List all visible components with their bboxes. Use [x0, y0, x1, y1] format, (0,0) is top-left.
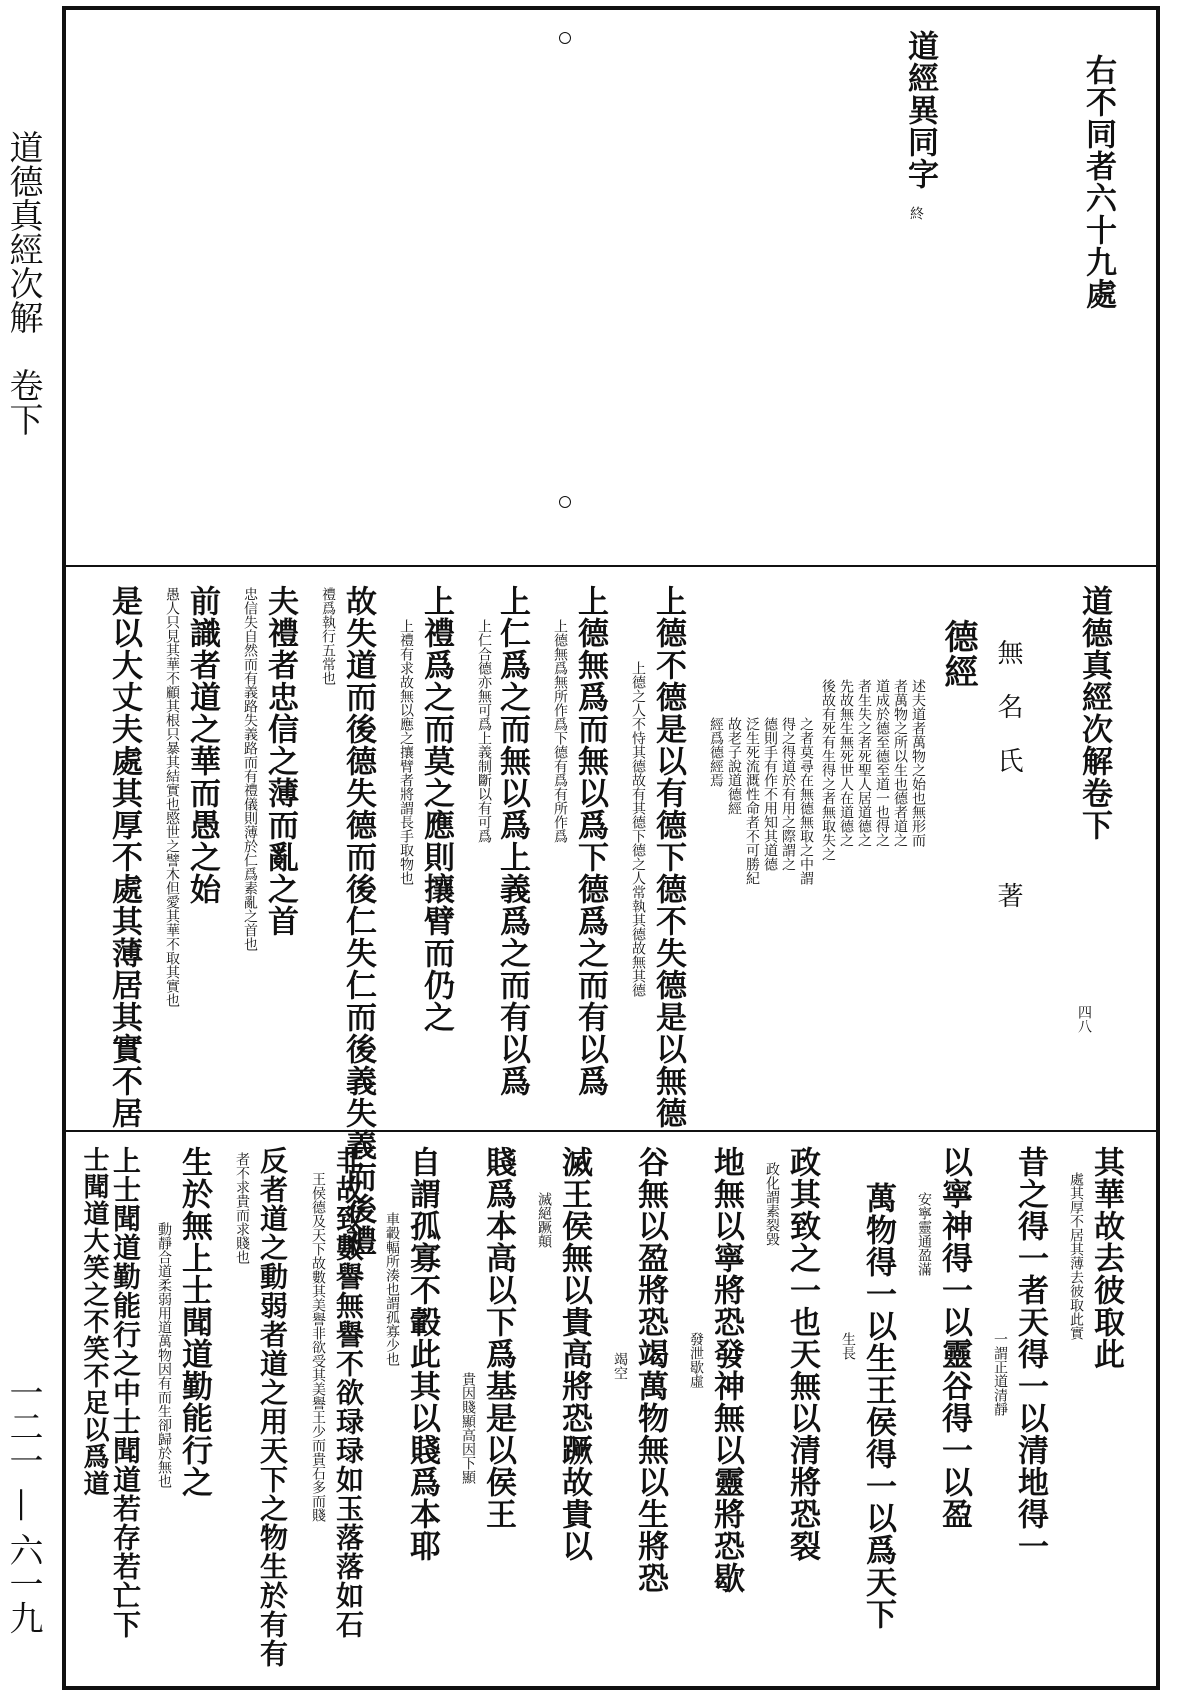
heading-left: 道經異同字 — [902, 30, 938, 190]
intro-note-11: 故老子說道德經 — [726, 717, 742, 815]
text-line-10: 自謂孤寡不轂此其以賤爲本耶 — [404, 1146, 440, 1562]
text-line-4: 萬物得一以生王侯得一以爲天下 — [860, 1182, 896, 1630]
intro-note-1: 述夫道者萬物之始也無形而 — [910, 679, 926, 847]
text-line-1: 上德不德是以有德下德不失德是以無德 — [650, 585, 686, 1129]
text-line-4-note: 生長 — [840, 1332, 856, 1360]
circle-mark — [559, 32, 571, 44]
intro-note-8: 得之得道於有用之際謂之 — [780, 717, 796, 871]
text-line-8-note: 滅絕蹶顛 — [536, 1192, 552, 1248]
intro-note-3: 道成於德至德至道一也得之 — [874, 679, 890, 847]
heading-right: 右不同者六十九處 — [1080, 54, 1116, 310]
text-line-13: 生於無上士聞道勤能行之 — [176, 1146, 212, 1498]
heading-left-note: 終 — [908, 206, 924, 220]
author-line: 無 名 氏 著 — [993, 639, 1023, 909]
band-top — [66, 10, 1156, 567]
intro-note-12: 經爲德經焉 — [708, 717, 724, 787]
text-line-13-note: 動靜合道柔弱用道萬物因有而生卻歸於無也 — [156, 1222, 172, 1488]
text-line-3-note: 上仁合德亦無可爲上義制斷以有可爲 — [476, 619, 492, 843]
text-line-8: 是以大丈夫處其厚不處其薄居其實不居 — [106, 585, 142, 1129]
intro-note-4: 者生失之者死聖人居道德之 — [856, 679, 872, 847]
page-frame — [62, 6, 1160, 1690]
text-line-6: 夫禮者忠信之薄而亂之首 — [262, 585, 298, 937]
volume-title: 道德真經次解卷下 — [1076, 585, 1112, 841]
text-line-1-note: 上德之人不恃其德故有其德下德之人常執其德故無其德 — [630, 661, 646, 997]
text-line-8: 滅王侯無以貴高將恐蹶故貴以 — [556, 1146, 592, 1562]
text-line-3: 以寧神得一以靈谷得一以盈 — [936, 1146, 972, 1530]
text-line-5-note: 禮爲執行五常也 — [320, 587, 336, 685]
text-line-11: 非故致數譽無譽不欲琭琭如玉落落如石 — [332, 1146, 365, 1639]
text-line-12: 反者道之動弱者道之用天下之物生於有有 — [256, 1146, 289, 1668]
intro-note-6: 後故有死有生得之者無取失之 — [820, 679, 836, 861]
margin-page-number: 一二一 — 六一九 — [3, 1375, 43, 1635]
circle-mark — [559, 496, 571, 508]
intro-note-5: 先故無生無死世人在道德之 — [838, 679, 854, 847]
text-line-4-note: 上禮有求故無以應之攘臂者將謂長手取物也 — [398, 619, 414, 885]
text-line-5: 政其致之一也天無以清將恐裂 — [784, 1146, 820, 1562]
text-line-9-note: 貴因賤顯高因下顯 — [460, 1372, 476, 1484]
intro-note-7: 之者莫尋在無德無取之中謂 — [798, 717, 814, 885]
intro-note-10: 泛生死流溉性命者不可勝紀 — [744, 717, 760, 885]
intro-note-2: 者萬物之所以生也德者道之 — [892, 679, 908, 847]
text-line-6-note: 發泄歇虛 — [688, 1332, 704, 1388]
text-line-11-note: 王侯德及天下故數其美譽非欲受其美譽王少而貴石多而賤 — [310, 1172, 326, 1522]
text-line-14: 上士聞道勤能行之中士聞道若存若亡下 — [109, 1146, 142, 1639]
section-title: 德經 — [938, 619, 978, 689]
text-line-6-note: 忠信失自然而有義路失義路而有禮儀則薄於仁爲素亂之首也 — [242, 587, 258, 951]
text-line-10-note: 車轂輻所湊也謂孤寡少也 — [384, 1212, 400, 1366]
text-line-2: 上德無爲而無以爲下德爲之而有以爲 — [572, 585, 608, 1097]
text-line-7: 谷無以盈將恐竭萬物無以生將恐 — [632, 1146, 668, 1594]
text-line-2: 昔之得一者天得一以清地得一 — [1012, 1146, 1048, 1562]
text-line-15: 士聞道大笑之不笑不足以爲道 — [79, 1146, 109, 1497]
volume-title-note: 四八 — [1076, 1005, 1092, 1033]
text-line-6: 地無以寧將恐發神無以靈將恐歇 — [708, 1146, 744, 1594]
text-line-7-note: 竭空 — [612, 1352, 628, 1380]
margin-book-title: 道德真經次解 卷下 — [3, 130, 43, 436]
text-line-7-note: 愚人只見其華不顧其根只暴其結實也愍世之譬木但愛其華不取其實也 — [164, 587, 180, 1007]
text-line-1: 其華故去彼取此 — [1088, 1146, 1124, 1370]
text-line-5: 故失道而後德失德而後仁失仁而後義失義而後禮 — [340, 585, 376, 1257]
text-line-4: 上禮爲之而莫之應則攘臂而仍之 — [418, 585, 454, 1033]
text-line-3: 上仁爲之而無以爲上義爲之而有以爲 — [494, 585, 530, 1097]
text-line-12-note: 者不求貴而求賤也 — [234, 1152, 250, 1264]
text-line-9: 賤爲本高以下爲基是以侯王 — [480, 1146, 516, 1530]
text-line-1-note: 處其厚不居其薄去彼取此實 — [1068, 1172, 1084, 1340]
text-line-3-note: 安寧靈通盈滿 — [916, 1192, 932, 1276]
band-bottom — [66, 1132, 1156, 1686]
text-line-2-note: 上德無爲無所作爲下德有爲有所作爲 — [552, 619, 568, 843]
text-line-2-note: 一謂正道清靜 — [992, 1332, 1008, 1416]
text-line-7: 前識者道之華而愚之始 — [184, 585, 220, 905]
text-line-5-note: 政化謂素裂毀 — [764, 1162, 780, 1246]
intro-note-9: 德則手有作不用知其道德 — [762, 717, 778, 871]
